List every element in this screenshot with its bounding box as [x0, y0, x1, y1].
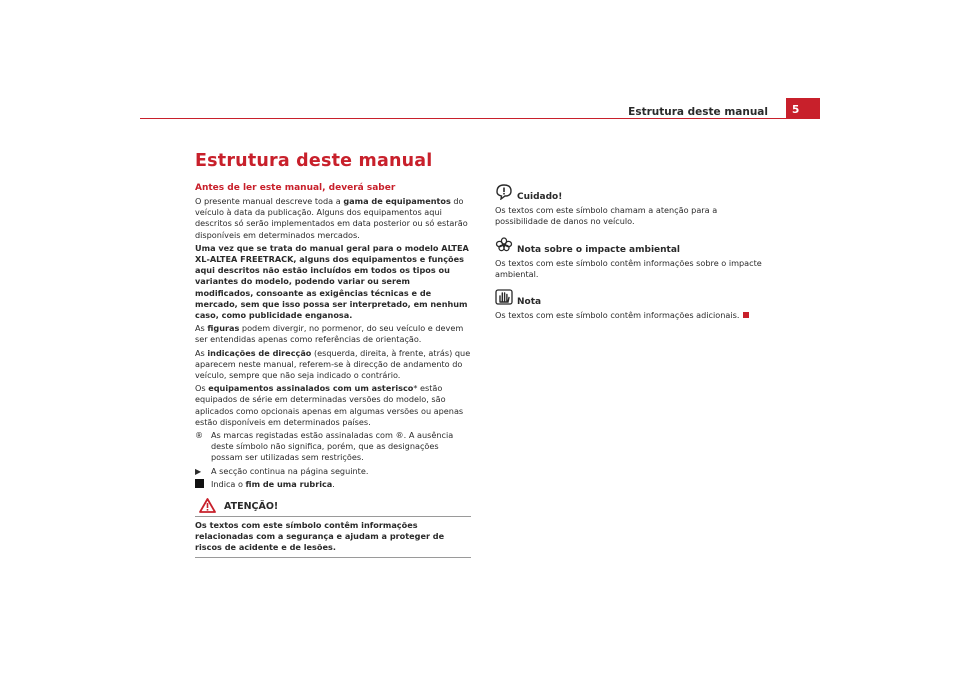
right-column — [495, 184, 771, 331]
caution-label: Cuidado! — [517, 192, 563, 203]
end-of-section-red-icon — [743, 312, 749, 318]
environment-label: Nota sobre o impacte ambiental — [517, 244, 681, 255]
note-header — [495, 289, 771, 308]
end-of-section-icon — [195, 479, 204, 488]
header-rule — [140, 118, 820, 119]
caution-exclamation-icon — [495, 184, 513, 203]
environment-header — [495, 237, 771, 256]
environment-block — [495, 237, 771, 281]
note-text: Os textos com este símbolo contêm informações adicionais. — [495, 310, 740, 321]
note-hand-icon — [495, 289, 513, 308]
bullet-registered-marks: ® As marcas registadas estão assinaladas com ®. A ausência deste símbolo não significa, porém, que as designações possam ser utilizadas sem restrições. — [195, 430, 454, 463]
paragraph-asterisk: Os equipamentos assinalados com um asterisco* estão equipados de série em determinadas versões do modelo, são aplicados como opcionais apenas em algumas versões ou apenas estão disponíveis em determinados países. — [195, 383, 464, 427]
paragraph-general-manual: Uma vez que se trata do manual geral para o modelo ALTEA XL-ALTEA FREETRACK, alguns dos equipamentos e funções aqui descritos não estão incluídos em todos os tipos ou variantes do modelo, podendo variar ou serem modificados, consoante as exigências técnicas e de mercado, sem que isso possa ser interpretado, em nenhum caso, como publicidade enganosa. — [195, 242, 469, 321]
caution-block — [495, 184, 771, 228]
arrow-right-icon: ▶ — [195, 466, 202, 476]
caution-text: Os textos com este símbolo chamam a atenção para a possibilidade de danos no veículo. — [495, 205, 718, 227]
warning-box — [195, 498, 471, 558]
running-header-title: Estrutura deste manual — [628, 106, 768, 118]
bullet-end-of-section: Indica o fim de uma rubrica. — [195, 479, 471, 490]
note-block — [495, 289, 771, 321]
warning-triangle-icon — [199, 498, 216, 516]
left-column — [195, 182, 471, 558]
note-label: Nota — [517, 297, 542, 308]
environment-flower-icon — [495, 237, 513, 256]
environment-text: Os textos com este símbolo contêm informações sobre o impacte ambiental. — [495, 257, 762, 280]
registered-mark-icon: ® — [195, 431, 203, 441]
section-subtitle: Antes de ler este manual, deverá saber — [195, 183, 396, 193]
bullet-continues: ▶ A secção continua na página seguinte. — [195, 465, 369, 476]
warning-text: Os textos com este símbolo contêm informações relacionadas com a segurança e ajudam a proteger de riscos de acidente e de lesões. — [195, 517, 471, 558]
page-title: Estrutura deste manual — [195, 151, 433, 171]
warning-header — [195, 498, 471, 517]
warning-label: ATENÇÃO! — [224, 501, 279, 513]
paragraph-figures: As figuras podem divergir, no pormenor, do seu veículo e devem ser entendidas apenas como referências de orientação. — [195, 323, 464, 345]
paragraph-equipment-range: O presente manual descreve toda a gama de equipamentos do veículo à data da publicação. Alguns dos equipamentos aqui descritos só serão implementados em data posterior ou só estarão disponíveis em determinados mercados. — [195, 196, 468, 240]
page-number: 5 — [786, 98, 820, 118]
paragraph-directions: As indicações de direcção (esquerda, direita, à frente, atrás) que aparecem neste manual, referem-se à direcção de andamento do veículo, sempre que não seja indicado o contrário. — [195, 347, 471, 381]
caution-header — [495, 184, 771, 203]
